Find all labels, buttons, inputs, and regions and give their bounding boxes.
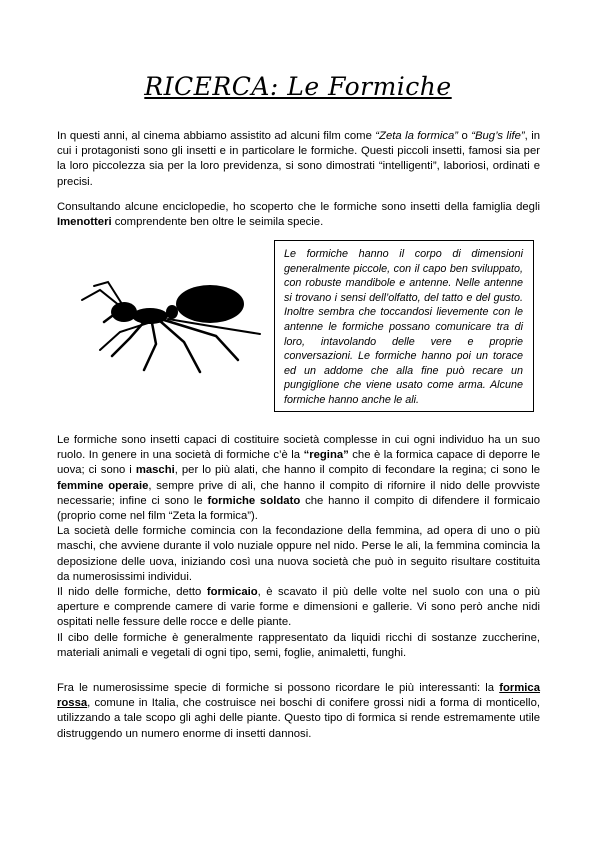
formica-rossa-term: formica rossa	[57, 682, 540, 710]
regina-term: “regina”	[303, 449, 349, 462]
page-title: RICERCA: Le Formiche	[144, 72, 452, 101]
maschi-term: maschi	[135, 464, 175, 477]
nest-paragraph: Il nido delle formiche, detto formicaio, è scavato il più delle volte nel suolo con una o più aperture e comprende camere di varie forme e dimensioni e gallerie. Vi sono però anche nidi ospitati nelle fessure delle rocce e delle piante.	[57, 586, 540, 629]
soldato-term: formiche soldato	[207, 494, 301, 507]
film-title-bugs-life: “Bug’s life”	[471, 130, 525, 142]
imenotteri-term: Imenotteri	[57, 216, 112, 229]
food-paragraph: Il cibo delle formiche è generalmente rappresentato da liquidi ricchi di sostanze zuccherine, materiali animali e vegetali di ogni tipo, semi, foglie, animaletti, funghi.	[57, 632, 540, 660]
family-paragraph: Consultando alcune enciclopedie, ho scoperto che le formiche sono insetti della famiglia degli Imenotteri comprendente ben oltre le seimila specie.	[57, 201, 540, 229]
ant-illustration	[60, 270, 270, 380]
film-title-zeta: “Zeta la formica”	[375, 130, 459, 142]
formicaio-term: formicaio	[206, 586, 258, 598]
anatomy-text-box: Le formiche hanno il corpo di dimensioni generalmente piccole, con il capo ben sviluppato, con robuste mandibole e antenne. Nelle antenne si trovano i sensi dell’olfatto, del tatto e del gusto. Inoltre sembra che toccandosi lievemente con le antenne le formiche possano comunicare tra di loro, intavolando delle vere e proprie conversazioni. Le formiche hanno poi un torace ed un addome che alla fine può recare un pungiglione che viene usato come arma. Alcune formiche hanno anche le ali.	[274, 240, 534, 412]
operaie-term: femmine operaie	[57, 479, 149, 492]
society-paragraph: Le formiche sono insetti capaci di costituire società complesse in cui ogni individuo ha un suo ruolo. In genere in una società di formiche c’è la “regina” che è la formica capace di deporre le uova; ci sono i maschi, per lo più alati, che hanno il compito di fecondare la regina; ci sono le femmine operaie, sempre prive di ali, che hanno il compito di rifornire il nido delle provviste necessarie; infine ci sono le formiche soldato che hanno il compito di difendere il formicaio (proprio come nel film “Zeta la formica”). La società delle formiche comincia con la fecondazione della femmina, ad opera di uno o più maschi, che avviene durante il volo nuziale oppure nel nido. Perse le ali, la femmina comincia la deposizione delle uova, iniziando così una nuova società che può in seguito risultare costituita da numerosissimi individui.	[57, 434, 541, 583]
intro-paragraph: In questi anni, al cinema abbiamo assistito ad alcuni film come “Zeta la formica” o “Bug’s life”, in cui i protagonisti sono gli insetti e in particolare le formiche. Questi piccoli insetti, famosi sia per la loro piccolezza sia per la loro previdenza, si sono dimostrati “intelligenti”, laboriosi, ordinati e precisi.	[57, 130, 540, 188]
species-paragraph: Fra le numerosissime specie di formiche si possono ricordare le più interessanti: la formica rossa, comune in Italia, che costruisce nei boschi di conifere grossi nidi a forma di monticello, utilizzando a tale scopo gli aghi delle piante. Questo tipo di formica si rende estremamente utile distruggendo un numero enorme di insetti dannosi.	[57, 682, 540, 740]
